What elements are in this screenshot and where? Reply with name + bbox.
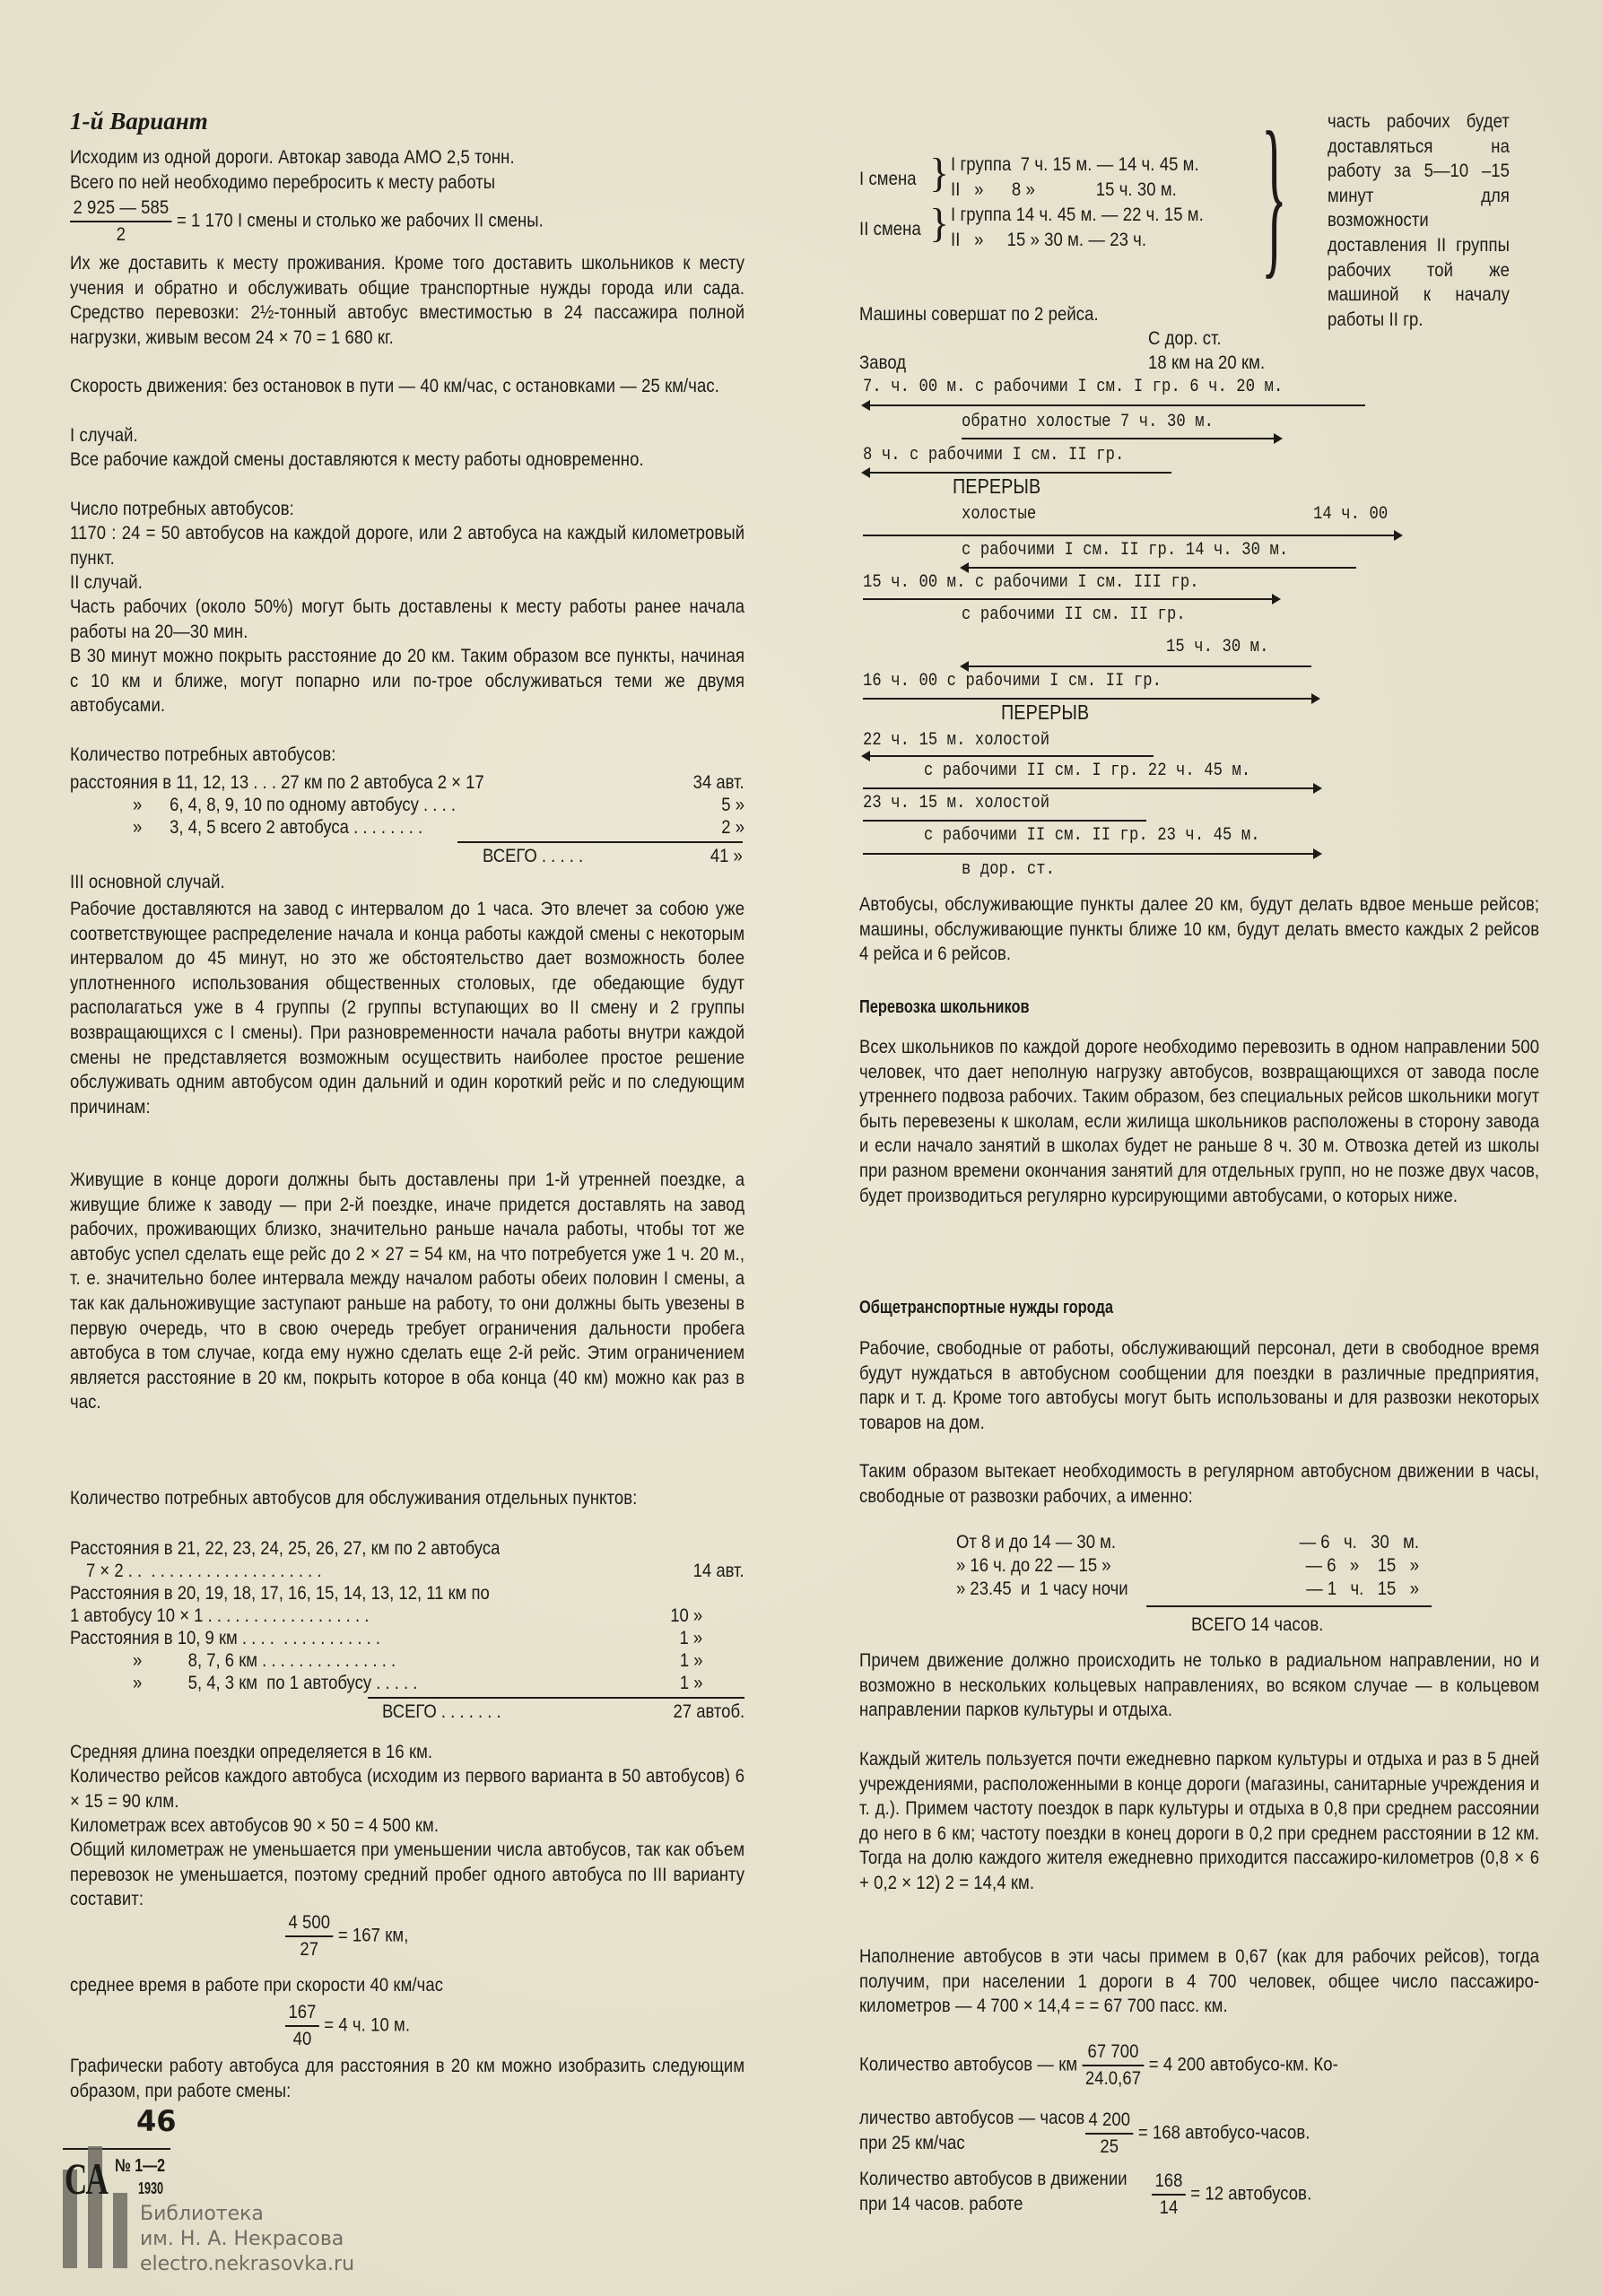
arrow-right-icon — [863, 535, 1401, 536]
issue-number: № 1—2 — [115, 2156, 166, 2176]
brace-icon: } — [929, 200, 950, 246]
calc-buses-hours: личество автобусов — часов при 25 км/час $\frac{4 200}{25}$ = 168 автобусо-часов. — [859, 2104, 1541, 2158]
page-footer — [63, 2103, 368, 2292]
fraction: $\frac{167}{40}$ — [285, 2000, 319, 2051]
arrow-left-icon — [863, 404, 1365, 406]
calc-buses-moving: Количество автобусов в движении при 14 часов. работе $\frac{168}{14}$ = 12 автобусов. — [859, 2165, 1541, 2219]
break-label: ПЕРЕРЫВ — [953, 474, 1041, 498]
table-label: Расстояния в 20, 19, 18, 17, 16, 15, 14, 13, 12, 11 км по — [70, 1582, 490, 1604]
trip-label: с рабочими II см. II гр. — [962, 604, 1186, 625]
paragraph: среднее время в работе при скорости 40 км/час — [70, 1974, 444, 1996]
paragraph: Все рабочие каждой смены доставляются к месту работы одновременно. — [70, 448, 644, 470]
table-label: » 3, 4, 5 всего 2 автобуса . . . . . . . . — [133, 816, 423, 838]
schedule-row — [956, 1578, 1419, 1600]
schedule-total: ВСЕГО 14 часов. — [1191, 1613, 1324, 1635]
station-label: С дор. ст. — [1148, 327, 1222, 349]
table-value: 14 авт. — [692, 1560, 744, 1581]
total-label: ВСЕГО . . . . . — [483, 845, 584, 866]
table-value: 1 » — [679, 1649, 703, 1671]
fraction: $\frac{4 200}{25}$ — [1085, 2108, 1134, 2159]
arrow-left-icon — [962, 665, 1311, 667]
trip-label: 22 ч. 15 м. холостой — [863, 730, 1050, 751]
schedule-range: » 16 ч. до 22 — 15 » — [956, 1554, 1111, 1576]
paragraph: Машины совершат по 2 рейса. — [859, 303, 1099, 325]
arrow-right-icon — [962, 438, 1281, 439]
total-row — [382, 1700, 744, 1723]
fraction: $\frac{67 700}{24.0,67}$ — [1082, 2039, 1144, 2091]
formula: $\frac{167}{40}$ = 4 ч. 10 м. — [285, 2000, 410, 2051]
table-label: » 6, 4, 8, 9, 10 по одному автобусу . . . . — [133, 794, 456, 815]
arrow-right-icon — [863, 853, 1320, 855]
watermark-line: Библиотека — [140, 2203, 264, 2225]
paragraph: Причем движение должно происходить не только в радиальном направлении, но и возможно в нескольких кольцевых направлениях, во всяком случае — в кольцевом направлении парков культуры и отдыха. — [859, 1649, 1540, 1721]
shift-note: часть рабочих будет доставляться на работу за 5—10 –15 минут для возможности доставления II группы рабочих той же машиной к началу работы II гр. — [1328, 110, 1510, 330]
watermark-link[interactable]: electro.nekrasovka.ru — [140, 2253, 355, 2275]
brace-icon: } — [1261, 96, 1287, 294]
paragraph: Каждый житель пользуется почти ежедневно парком культуры и отдыха и раз в 5 дней учреждениями, расположенными в конце дороги (магазины, санитарные учреждения и т. д.). Примем частоту поездок в парк культуры и отдыха в 0,8 при среднем рассоянии до него в 6 км; частоту поездки в конец дороги в 0,2 при среднем расстоянии в 12 км. Тогда на долю каждого жителя ежедневно приходится пассажиро-километров (0,8 × 6 + 0,2 × 12) 2 = 14,4 км. — [859, 1748, 1540, 1893]
table-value: 1 » — [679, 1627, 703, 1648]
paragraph: Средняя длина поездки определяется в 16 км. — [70, 1741, 433, 1762]
brace-icon: } — [929, 150, 950, 196]
schedule-row — [956, 1531, 1419, 1553]
paragraph: Всего по ней необходимо перебросить к месту работы — [70, 171, 496, 193]
table-row — [70, 1582, 744, 1605]
schedule-range: » 23.45 и 1 часу ночи — [956, 1578, 1128, 1599]
table-row — [133, 1672, 703, 1694]
total-row — [483, 845, 743, 867]
paragraph: Автобусы, обслуживающие пункты далее 20 км, будут делать вдвое меньше рейсов; машины, обслуживающие пункты ближе 10 км, будут делать вместо каждых 2 рейсов 4 рейса и 6 рейсов. — [859, 893, 1540, 965]
paragraph: Живущие в конце дороги должны быть доставлены при 1-й утренней поездке, а живущие ближе к заводу — при 2-й поездке, иначе придется доставлять на завод рабочих, проживающих близко, значительно раньше начала работы, чтобы тот же автобус успел сделать еще рейс до 2 × 27 = 54 км, на что потребуется уже 1 ч. 20 м., т. е. значительно более интервала между началом работы обеих половин I смены, а так как дальноживущие заступают раньше на работу, то они должны быть увезены в первую очередь, что в свою очередь требует ограничения дальности пробега автобуса в том случае, когда ему нужно сделать еще 2-й рейс. Этим ограничением является расстояние в 20 км, покрыть которое в оба конца (40 км) можно как раз в час. — [70, 1169, 745, 1413]
table-label: расстояния в 11, 12, 13 . . . 27 км по 2 автобуса 2 × 17 — [70, 771, 484, 793]
fraction: $\frac{168}{14}$ — [1152, 2169, 1186, 2220]
schedule-range: От 8 и до 14 — 30 м. — [956, 1531, 1116, 1552]
paragraph: Исходим из одной дороги. Автокар завода АМО 2,5 тонн. — [70, 146, 515, 168]
section-heading: Перевозка школьников — [859, 997, 1030, 1017]
total-rule — [1146, 1605, 1432, 1607]
schedule-duration: — 6 » 15 » — [1305, 1554, 1419, 1576]
table-row — [70, 1537, 744, 1560]
shift-label: I смена — [859, 168, 917, 189]
trip-label: 16 ч. 00 с рабочими I см. II гр. — [863, 671, 1162, 691]
total-value: 41 » — [710, 845, 743, 866]
case3-table — [70, 1537, 744, 1730]
trip-label: 23 ч. 15 м. холостой — [863, 793, 1050, 813]
arrow-right-icon — [863, 698, 1319, 700]
case2-table — [70, 771, 744, 870]
table-label: » 8, 7, 6 км . . . . . . . . . . . . . . . — [133, 1649, 396, 1671]
table-row-sub: 1 автобусу 10 × 1 . . . . . . . . . . . . . . . . . . — [70, 1605, 370, 1626]
table-row — [70, 771, 744, 794]
table-row — [70, 1627, 702, 1649]
paragraph: Километраж всех автобусов 90 × 50 = 4 500 км. — [70, 1814, 440, 1836]
trip-label: с рабочими II см. II гр. 23 ч. 45 м. — [924, 825, 1260, 846]
table-label: Расстояния в 21, 22, 23, 24, 25, 26, 27, км по 2 автобуса — [70, 1537, 501, 1559]
paragraph: В 30 минут можно покрыть расстояние до 20 км. Таким образом все пункты, начиная с 10 км и ближе, могут попарно или по-трое обслуживаться теми же двумя автобусами. — [70, 645, 745, 717]
arrow-right-icon — [863, 598, 1279, 600]
trip-label: с рабочими I см. II гр. 14 ч. 30 м. — [962, 540, 1289, 561]
table-value: 2 » — [721, 816, 744, 838]
paragraph: Наполнение автобусов в эти часы примем в 0,67 (как для рабочих рейсов), тогда получим, при населении 1 дороги в 4 700 человек, общее число пассажиро-километров — 4 700 × 14,4 = = 67 700 пасс. км. — [859, 1945, 1540, 2017]
table-value: 34 авт. — [692, 771, 744, 793]
group-row: II » 15 » 30 м. — 23 ч. — [951, 229, 1147, 250]
table-label: » 5, 4, 3 км по 1 автобусу . . . . . — [133, 1672, 418, 1693]
watermark-logo-bar — [113, 2193, 127, 2268]
trip-label: 7. ч. 00 м. с рабочими I см. I гр. 6 ч. 20 м. — [863, 377, 1284, 397]
paragraph: Часть рабочих (около 50%) могут быть доставлены к месту работы ранее начала работы на 20—30 мин. — [70, 596, 745, 642]
total-rule — [457, 841, 743, 843]
trip-time: 14 ч. 00 — [1313, 504, 1389, 525]
schedule-table — [956, 1531, 1458, 1603]
paragraph: Количество потребных автобусов: — [70, 744, 336, 765]
formula: $\frac{4 500}{27}$ = 167 км, — [285, 1910, 408, 1961]
table-row — [133, 794, 744, 816]
paragraph: Рабочие, свободные от работы, обслуживающий персонал, дети в свободное время будут нуждаться в автобусном сообщении для поездки в различные предприятия, парк и т. д. Кроме того автобусы могут быть использованы и для развозки некоторых товаров на дом. — [859, 1337, 1540, 1433]
table-value: 1 » — [679, 1672, 703, 1693]
total-rule — [368, 1697, 744, 1699]
trip-label: с рабочими II см. I гр. 22 ч. 45 м. — [924, 761, 1251, 781]
arrow-right-icon — [863, 787, 1320, 789]
issue-year: 1930 — [138, 2179, 164, 2197]
calc-buses-km: Количество автобусов — км $\frac{67 700}{24.0,67}$ = 4 200 автобусо-км. Ко- — [859, 2039, 1338, 2091]
page-number: 46 — [136, 2104, 177, 2138]
table-row — [133, 816, 744, 839]
section-heading: 1-й Вариант — [70, 108, 208, 135]
case-title: III основной случай. — [70, 871, 225, 892]
paragraph: Количество рейсов каждого автобуса (исходим из первого варианта в 50 автобусов) 6 × 15 = 90 клм. — [70, 1765, 745, 1812]
trip-label: 15 ч. 00 м. с рабочими I см. III гр. — [863, 572, 1199, 593]
paragraph: Таким образом вытекает необходимость в регулярном автобусном движении в часы, свободные от развозки рабочих, а именно: — [859, 1460, 1540, 1507]
factory-label: Завод — [859, 352, 907, 373]
paragraph: Общий километраж не уменьшается при уменьшении числа автобусов, так как объем перевозок не уменьшается, поэтому средний пробег одного автобуса по III варианту составит: — [70, 1839, 745, 1910]
case-title: II случай. — [70, 571, 143, 593]
group-row: I группа 7 ч. 15 м. — 14 ч. 45 м. — [951, 153, 1199, 175]
schedule-duration: — 6 ч. 30 м. — [1299, 1531, 1419, 1552]
paragraph: Число потребных автобусов: — [70, 498, 294, 519]
arrow-left-icon — [863, 755, 1154, 757]
arrow-left-icon — [863, 472, 1171, 474]
formula: $\frac{2 925 — 585}{2}$ = 1 170 I смены и столько же рабочих II смены. — [70, 196, 744, 247]
paragraph: Всех школьников по каждой дороге необходимо перевозить в одном направлении 500 человек, что дает неполную нагрузку автобусов, возвращающихся от завода после утреннего подвоза рабочих. Таким образом, без специальных рейсов школьники могут быть перевезены к школам, если жилища школьников расположены в сторону завода и если начало занятий в школах будет не раньше 8 ч. 30 м. Отвозка детей из школы при разном времени окончания занятий для отдельных групп, но не позже двух часов, будет производиться регулярно курсирующими автобусами, о которых ниже. — [859, 1036, 1540, 1206]
table-row — [86, 1560, 744, 1582]
trip-label: холостые — [962, 504, 1037, 525]
shift-label: II смена — [859, 218, 921, 239]
group-row: I группа 14 ч. 45 м. — 22 ч. 15 м. — [951, 204, 1204, 225]
paragraph: Графически работу автобуса для расстояния в 20 км можно изобразить следующим образом, при работе смены: — [70, 2055, 745, 2101]
watermark-line: им. Н. А. Некрасова — [140, 2228, 344, 2250]
shift-schedule — [859, 149, 1245, 271]
schedule-duration: — 1 ч. 15 » — [1306, 1578, 1419, 1599]
station-label: в дор. ст. — [962, 859, 1056, 880]
paragraph: Их же доставить к месту проживания. Кроме того доставить школьников к месту учения и обратно и обслуживать общие транспортные нужды города или сада. Средство перевозки: 2½-тонный автобус вместимостью в 24 пассажира полной нагрузки, живым весом 24 × 70 = 1 680 кг. — [70, 252, 745, 348]
trip-label: 8 ч. с рабочими I см. II гр. — [863, 445, 1125, 465]
bus-timeline-diagram — [859, 326, 1541, 883]
paragraph: Скорость движения: без остановок в пути — 40 км/час, с остановками — 25 км/час. — [70, 375, 719, 396]
schedule-row — [956, 1554, 1419, 1577]
break-label: ПЕРЕРЫВ — [1001, 700, 1090, 724]
table-value: 10 » — [670, 1605, 703, 1626]
total-value: 27 автоб. — [673, 1700, 745, 1722]
table-label: Расстояния в 10, 9 км . . . . . . . . . . . . . . . — [70, 1627, 381, 1648]
trip-line — [863, 820, 1146, 822]
case-title: I случай. — [70, 424, 138, 446]
table-row — [133, 1649, 703, 1672]
paragraph: Количество потребных автобусов для обслуживания отдельных пунктов: — [70, 1487, 638, 1509]
table-row — [70, 1605, 702, 1627]
table-value: 5 » — [721, 794, 744, 815]
fraction: $\frac{4 500}{27}$ — [285, 1910, 334, 1961]
total-label: ВСЕГО . . . . . . . — [382, 1700, 501, 1722]
section-heading: Общетранспортные нужды города — [859, 1298, 1113, 1318]
paragraph: Рабочие доставляются на завод с интервалом до 1 часа. Это влечет за собою уже соответствующее распределение начала и конца работы каждой смены с некоторым интервалом до 45 минут, но это же обстоятельство дает возможность более уплотненного использования общественных столовых, где обедающие будут располагаться уже в 4 группы (2 группы вступающих во II смену и 2 группы возвращающихся с I смены). При разновременности начала работы внутри каждой смены не представляется возможным осуществить наиболее простое решение обслуживать одним автобусом один дальний и один короткий рейс и по следующим причинам: — [70, 898, 745, 1118]
distance-label: 18 км на 20 км. — [1148, 352, 1266, 373]
trip-time: 15 ч. 30 м. — [1166, 637, 1269, 657]
journal-logo: СА — [65, 2153, 109, 2204]
footer-rule — [63, 2148, 170, 2150]
paragraph: 1170 : 24 = 50 автобусов на каждой дороге, или 2 автобуса на каждый километровый пункт. — [70, 522, 745, 569]
fraction: $\frac{2 925 — 585}{2}$ — [70, 196, 172, 247]
trip-label: обратно холостые 7 ч. 30 м. — [962, 412, 1215, 432]
arrow-left-icon — [962, 567, 1356, 569]
group-row: II » 8 » 15 ч. 30 м. — [951, 178, 1177, 200]
table-row-sub: 7 × 2 . . . . . . . . . . . . . . . . . . . . . — [86, 1560, 322, 1581]
